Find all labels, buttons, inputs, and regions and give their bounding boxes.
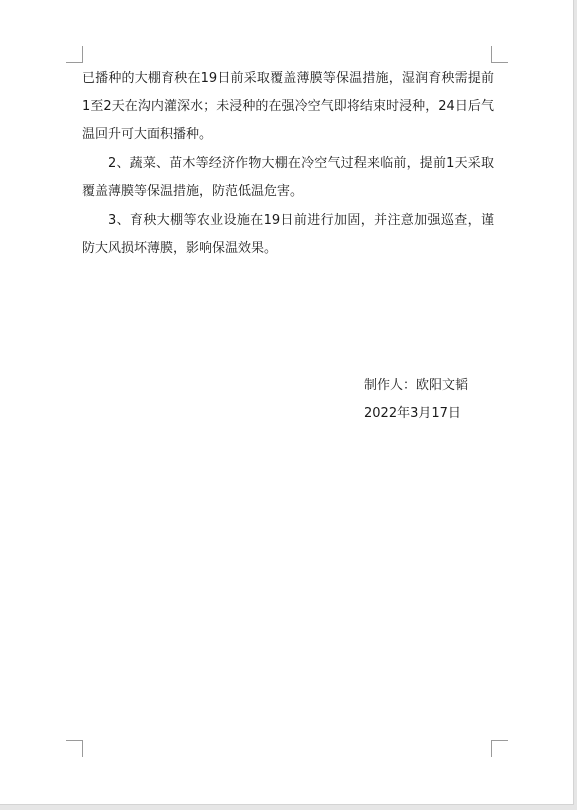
margin-corner-mark-bottom-left [66,740,83,757]
body-paragraph-facilities[interactable]: 3、育秧大棚等农业设施在19日前进行加固，并注意加强巡查，谨防大风损坏薄膜，影响保温效果。 [82,213,494,256]
document-body[interactable] [82,65,494,263]
signature-block [364,372,468,428]
margin-corner-mark-bottom-right [491,740,508,757]
body-paragraph-vegetables[interactable]: 2、蔬菜、苗木等经济作物大棚在冷空气过程来临前，提前1天采取覆盖薄膜等保温措施，防范低温危害。 [82,156,494,199]
author-line[interactable]: 制作人：欧阳文韬 [364,378,469,393]
date-line[interactable]: 2022年3月17日 [364,406,461,421]
margin-corner-mark-top-right [491,46,508,63]
body-paragraph-continued[interactable]: 已播种的大棚育秧在19日前采取覆盖薄膜等保温措施，湿润育秧需提前1至2天在沟内灌深水；未浸种的在强冷空气即将结束时浸种，24日后气温回升可大面积播种。 [82,71,494,142]
margin-corner-mark-top-left [66,46,83,63]
